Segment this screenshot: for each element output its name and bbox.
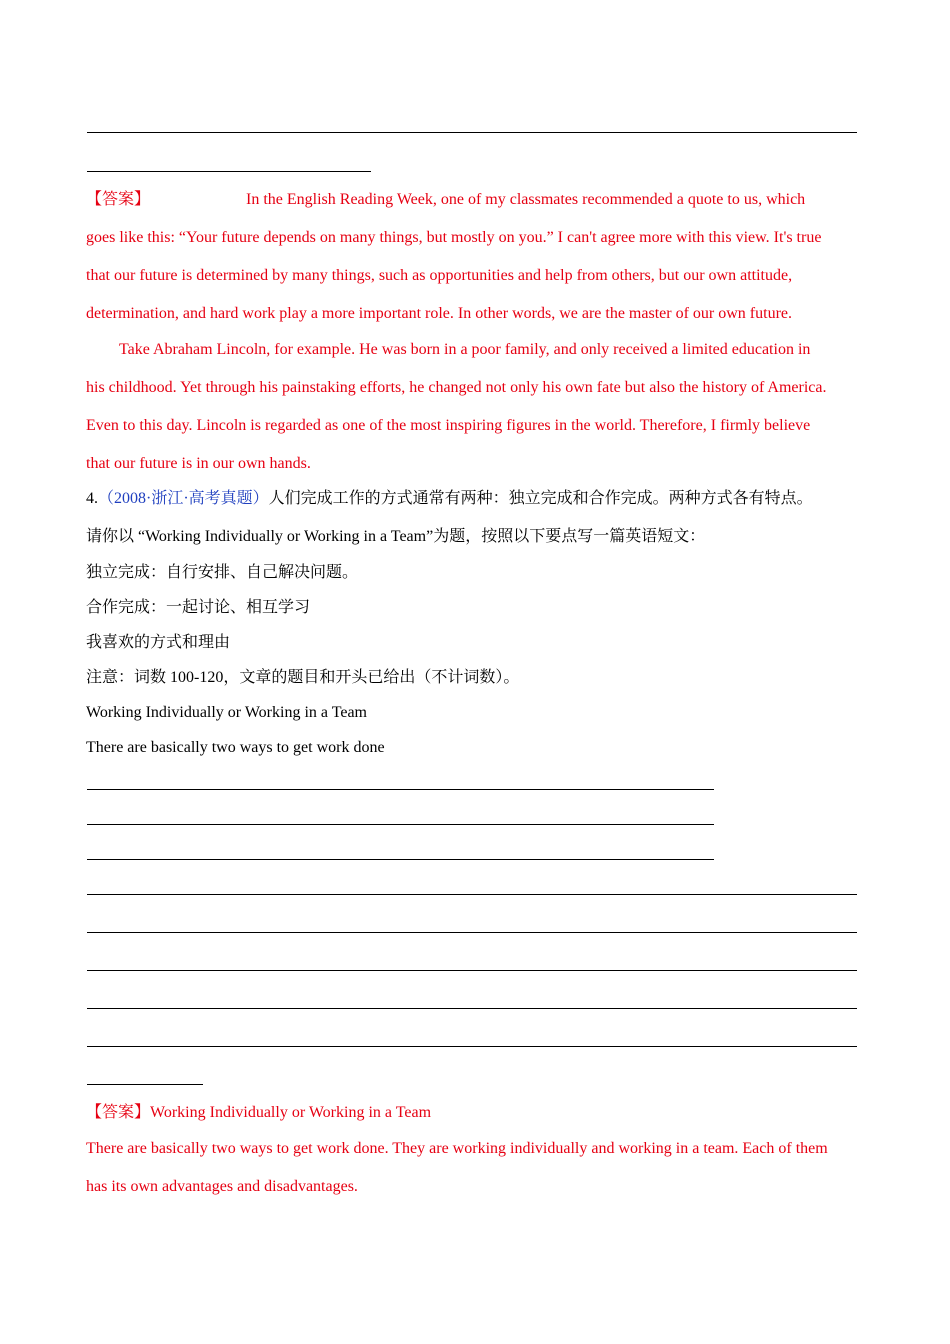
question-4-header xyxy=(86,489,813,509)
answer-tag: 【答案】 xyxy=(86,191,151,208)
writing-line xyxy=(87,132,857,133)
question-note: 注意：词数 100-120，文章的题目和开头已给出（不计词数）。 xyxy=(86,669,520,686)
answer-1-line-5: Take Abraham Lincoln, for example. He was born in a poor family, and only received a limited education in xyxy=(119,341,811,358)
answer-tag: 【答案】 xyxy=(86,1104,151,1121)
question-source: （2008·浙江·高考真题） xyxy=(98,490,269,507)
writing-line xyxy=(87,970,857,971)
writing-line xyxy=(87,1084,203,1085)
essay-title: Working Individually or Working in a Team xyxy=(86,704,367,721)
essay-opening: There are basically two ways to get work done xyxy=(86,739,385,756)
question-point-2: 合作完成：一起讨论、相互学习 xyxy=(86,599,311,616)
question-instruction: 请你以 “Working Individually or Working in a Team”为题，按照以下要点写一篇英语短文： xyxy=(86,528,706,545)
answer-1-line-4: determination, and hard work play a more important role. In other words, we are the master of our own future. xyxy=(86,305,792,322)
answer-1-line-8: that our future is in our own hands. xyxy=(86,455,311,472)
question-number: 4. xyxy=(86,490,98,507)
answer-text: In the English Reading Week, one of my classmates recommended a quote to us, which xyxy=(246,191,806,208)
writing-line xyxy=(87,859,714,860)
question-intro: 人们完成工作的方式通常有两种：独立完成和合作完成。两种方式各有特点。 xyxy=(268,490,813,507)
answer-1-line-3: that our future is determined by many things, such as opportunities and help from others, but our own attitude, xyxy=(86,267,793,284)
answer-2-header xyxy=(86,1103,431,1123)
writing-line xyxy=(87,932,857,933)
answer-1-line-2: goes like this: “Your future depends on many things, but mostly on you.” I can't agree more with this view. It's true xyxy=(86,229,822,246)
writing-line xyxy=(87,171,371,172)
writing-line xyxy=(87,1046,857,1047)
writing-line xyxy=(87,894,857,895)
answer-title: Working Individually or Working in a Team xyxy=(150,1104,432,1121)
question-point-1: 独立完成：自行安排、自己解决问题。 xyxy=(86,564,359,581)
answer-2-line-1: There are basically two ways to get work done. They are working individually and working in a team. Each of them xyxy=(86,1140,828,1157)
answer-1-line-7: Even to this day. Lincoln is regarded as one of the most inspiring figures in the world. Therefore, I firmly believe xyxy=(86,417,811,434)
answer-1-line-6: his childhood. Yet through his painstaking efforts, he changed not only his own fate but also the history of America. xyxy=(86,379,827,396)
writing-line xyxy=(87,789,714,790)
answer-1-line-1 xyxy=(86,190,805,210)
writing-line xyxy=(87,824,714,825)
question-point-3: 我喜欢的方式和理由 xyxy=(86,634,231,651)
writing-line xyxy=(87,1008,857,1009)
answer-2-line-2: has its own advantages and disadvantages. xyxy=(86,1178,358,1195)
